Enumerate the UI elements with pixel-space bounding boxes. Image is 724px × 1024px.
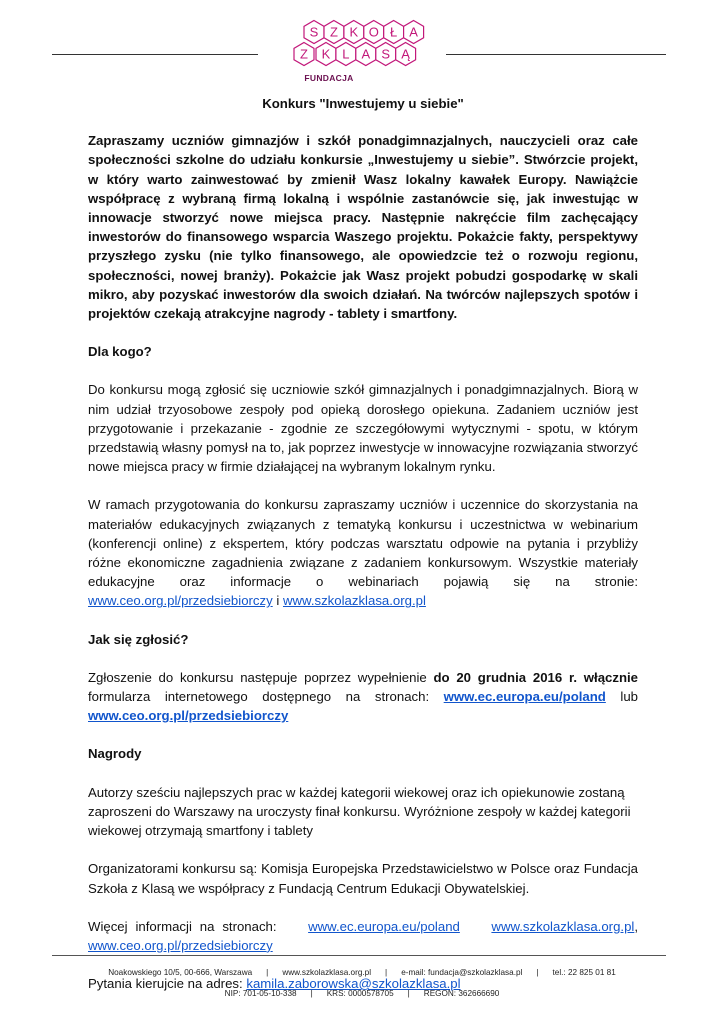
link-ceo-przedsiebiorczy-bold[interactable]: www.ceo.org.pl/przedsiebiorczy [88, 708, 289, 724]
contact-email-link[interactable]: kamila.zaborowska@szkolazklasa.pl [246, 976, 461, 992]
logo-hex-top-4 [384, 21, 404, 44]
link-separator: i [276, 593, 280, 609]
more-link-szkolazklasa[interactable]: www.szkolazklasa.org.pl [491, 918, 635, 934]
footer-address: Noakowskiego 10/5, 00-666, Warszawa [108, 968, 253, 977]
footer-separator: | [536, 968, 539, 977]
logo-subtitle: FUNDACJA [304, 73, 354, 83]
logo-hex-bottom-0 [294, 43, 314, 66]
footer-separator: | [310, 989, 313, 998]
svg-text:A: A [409, 24, 418, 40]
logo-hex-top-1 [324, 21, 344, 44]
dla-kogo-paragraph-2-text: W ramach przygotowania do konkursu zapraszamy uczniów i uczennice do skorzystania na materiałów edukacyjnych związanych z tematyką konkursu i uczestnictwa w webinarium (konferencji online) z ekspertem, który podczas warsztatu odpowie na pytania i przybliży różne ekonomiczne zagadnienia związane z zadaniem konkursowym. Wszystkie materiały edukacyjne oraz informacje o webinariach pojawią się na stronie: [88, 497, 638, 590]
link-ec-europa[interactable]: www.ec.europa.eu/poland [443, 689, 606, 705]
section-heading-jak-sie-zglosic: Jak się zgłosić? [88, 631, 189, 647]
svg-text:Ą: Ą [401, 46, 410, 62]
svg-text:K: K [349, 24, 359, 40]
szkola-z-klasa-logo [276, 18, 442, 86]
logo-hex-bottom-5 [396, 43, 416, 66]
footer-separator: | [385, 968, 388, 977]
logo-hex-top-5 [404, 21, 424, 44]
footer-rule [52, 955, 666, 956]
link-szkolazklasa[interactable]: www.szkolazklasa.org.pl [282, 593, 426, 609]
footer-email: e-mail: fundacja@szkolazklasa.pl [401, 968, 523, 977]
more-comma: , [634, 918, 639, 934]
footer-contact-line [0, 968, 724, 977]
link-ceo-przedsiebiorczy[interactable]: www.ceo.org.pl/przedsiebiorczy [88, 593, 273, 609]
dla-kogo-paragraph-1: Do konkursu mogą zgłosić się uczniowie szkół gimnazjalnych i ponadgimnazjalnych. Biorą w nim udział trzyosobowe zespoły pod opieką dorosłego opiekuna. Zadaniem uczniów jest przygotowanie i przekazanie - zgodnie ze szczegółowymi wytycznymi - spotu, w którym przedstawią własny pomysł na to, jak poprzez inwestycje w innowacyjne rozwiązania stworzyć nowe miejsca pracy w firmie działającej na wybranym lokalnym rynku. [88, 382, 638, 475]
svg-text:O: O [368, 24, 379, 40]
svg-text:A: A [361, 46, 371, 62]
svg-text:S: S [309, 24, 319, 40]
nagrody-paragraph-1: Autorzy sześciu najlepszych prac w każdej kategorii wiekowej oraz ich opiekunowie zostaną zaproszeni do Warszawy na uroczysty finał konkursu. Wyróżnione zespoły w każdej kategorii wiekowej otrzymają smartfony i tablety [88, 784, 631, 839]
logo-hex-bottom-1 [316, 43, 336, 66]
intro-paragraph: Zapraszamy uczniów gimnazjów i szkół ponadgimnazjalnych, nauczycieli oraz całe społeczności szkolne do udziału konkursie „Inwestujemy u siebie”. Stwórzcie projekt, w który warto zainwestować by zmienił Wasz lokalny kawałek Europy. Nawiążcie współpracę z wybraną firmą lokalną i wspólnie zastanówcie się, jak inwestując w innowacje stworzyć nowe miejsca pracy. Następnie nakręćcie film zachęcający inwestorów do finansowego wsparcia Waszego projektu. Pokażcie fakty, perspektywy przyszłego zysku (nie tylko finansowego, ale opowiedzcie też o rozwoju regionu, społeczności, nowej branży). Pokażcie jak Wasz projekt pobudzi gospodarkę w skali mikro, aby pozyskać inwestorów dla swoich działań. Na twórców najlepszych spotów i projektów czekają atrakcyjne nagrody - tablety i smartfony. [88, 133, 638, 322]
svg-text:Z: Z [329, 24, 338, 40]
more-info-paragraph [88, 917, 638, 955]
more-info-text: Więcej informacji na stronach: [88, 918, 277, 934]
logo-hex-bottom-3 [356, 43, 376, 66]
deadline-text: do 20 grudnia 2016 r. włącznie [433, 669, 639, 685]
svg-text:S: S [381, 46, 391, 62]
footer-website: www.szkolazklasa.org.pl [282, 968, 372, 977]
footer-krs: KRS: 0000578705 [326, 989, 394, 998]
logo-hex-top-3 [364, 21, 384, 44]
contact-text: Pytania kierujcie na adres: [88, 976, 243, 992]
section-heading-nagrody: Nagrody [88, 746, 142, 762]
logo-hex-bottom-4 [376, 43, 396, 66]
footer-nip: NIP: 701-05-10-338 [224, 989, 297, 998]
footer-regon: REGON: 362666690 [423, 989, 500, 998]
organizers-paragraph: Organizatorami konkursu są: Komisja Europejska Przedstawicielstwo w Polsce oraz Fundacja Szkoła z Klasą we współpracy z Fundacją Centrum Edukacji Obywatelskiej. [88, 861, 638, 896]
svg-text:L: L [342, 46, 350, 62]
jak-text-3: lub [620, 689, 639, 705]
jak-text-1: Zgłoszenie do konkursu następuje poprzez wypełnienie [88, 669, 427, 685]
section-heading-dla-kogo: Dla kogo? [88, 344, 152, 360]
more-link-ec-europa[interactable]: www.ec.europa.eu/poland [308, 918, 460, 934]
header-rule-left [52, 54, 258, 55]
document-body [88, 94, 638, 1012]
jak-text-2: formularza internetowego dostępnego na stronach: [88, 689, 430, 705]
svg-text:Ł: Ł [390, 24, 398, 40]
header-rule-right [446, 54, 666, 55]
footer-separator: | [266, 968, 269, 977]
more-link-ceo[interactable]: www.ceo.org.pl/przedsiebiorczy [88, 937, 273, 953]
footer-phone: tel.: 22 825 01 81 [552, 968, 616, 977]
svg-text:Z: Z [300, 46, 308, 62]
logo-hex-bottom-2 [336, 43, 356, 66]
footer-separator: | [407, 989, 410, 998]
svg-text:K: K [321, 46, 331, 62]
logo-hex-top-0 [304, 21, 324, 44]
footer-registry-line [0, 989, 724, 998]
document-title: Konkurs "Inwestujemy u siebie" [262, 96, 464, 111]
dla-kogo-paragraph-2 [88, 495, 638, 610]
logo-hexagons [276, 18, 442, 74]
logo-hex-top-2 [344, 21, 364, 44]
jak-paragraph [88, 668, 638, 726]
